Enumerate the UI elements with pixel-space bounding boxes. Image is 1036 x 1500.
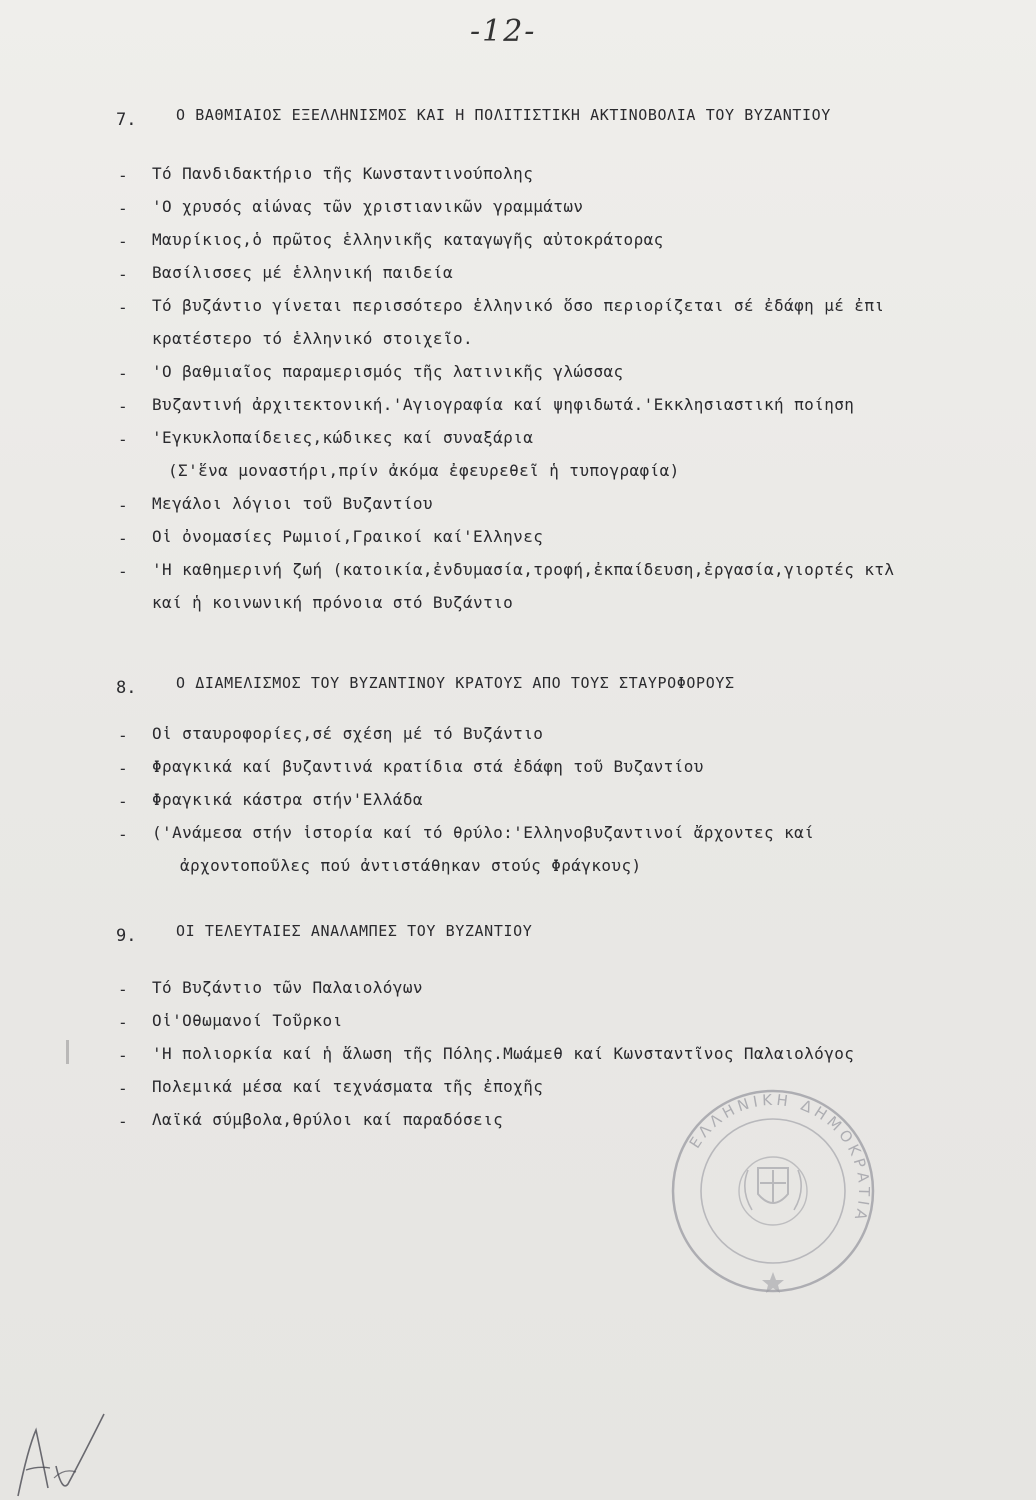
bullet-dash: - bbox=[118, 759, 128, 778]
section-number: 9. bbox=[116, 926, 137, 946]
list-item bbox=[0, 426, 1036, 459]
item-text: Τό Βυζάντιο τῶν Παλαιολόγων bbox=[152, 978, 423, 997]
item-text: 'Η καθημερινή ζωή (κατοικία,ἐνδυμασία,τροφή,ἐκπαίδευση,ἐργασία,γιορτές κτλ bbox=[152, 560, 895, 579]
item-text: Βυζαντινή ἀρχιτεκτονική.'Αγιογραφία καί ψηφιδωτά.'Εκκλησιαστική ποίηση bbox=[152, 395, 855, 414]
coat-of-arms-icon bbox=[745, 1168, 801, 1210]
bullet-dash: - bbox=[118, 166, 128, 185]
section-title: ΟΙ ΤΕΛΕΥΤΑΙΕΣ ΑΝΑΛΑΜΠΕΣ ΤΟΥ ΒΥΖΑΝΤΙΟΥ bbox=[176, 922, 533, 940]
item-text: Φραγκικά καί βυζαντινά κρατίδια στά ἐδάφη τοῦ Βυζαντίου bbox=[152, 757, 704, 776]
section-title: Ο ΔΙΑΜΕΛΙΣΜΟΣ ΤΟΥ ΒΥΖΑΝΤΙΝΟΥ ΚΡΑΤΟΥΣ ΑΠΟ ΤΟΥΣ ΣΤΑΥΡΟΦΟΡΟΥΣ bbox=[176, 674, 735, 692]
section-number: 8. bbox=[116, 678, 137, 698]
item-text: 'Η πολιορκία καί ἡ ἅλωση τῆς Πόλης.Μωάμεθ καί Κωνσταντῖνος Παλαιολόγος bbox=[152, 1044, 855, 1063]
list-item bbox=[0, 393, 1036, 426]
list-item bbox=[0, 525, 1036, 558]
section-number: 7. bbox=[116, 110, 137, 130]
item-text: κρατέστερο τό ἑλληνικό στοιχεῖο. bbox=[152, 329, 474, 348]
bullet-dash: - bbox=[118, 529, 128, 548]
section-items bbox=[0, 722, 1036, 887]
list-item-continuation bbox=[0, 459, 1036, 492]
section-8 bbox=[0, 672, 1036, 887]
item-text: Οἱ'Οθωμανοί Τοῦρκοι bbox=[152, 1011, 343, 1030]
item-text: Πολεμικά μέσα καί τεχνάσματα τῆς ἐποχῆς bbox=[152, 1077, 544, 1096]
bullet-dash: - bbox=[118, 1112, 128, 1131]
bullet-dash: - bbox=[118, 199, 128, 218]
section-7 bbox=[0, 104, 1036, 624]
seal-text: ΕΛΛΗΝΙΚΗ ΔΗΜΟΚΡΑΤΙΑ bbox=[685, 1090, 874, 1226]
bullet-dash: - bbox=[118, 232, 128, 251]
item-text: ('Ανάμεσα στήν ἱστορία καί τό θρύλο:'Ελληνοβυζαντινοί ἄρχοντες καί bbox=[152, 823, 815, 842]
list-item bbox=[0, 1108, 1036, 1141]
item-text: Τό Πανδιδακτήριο τῆς Κωνσταντινούπολης bbox=[152, 164, 534, 183]
list-item bbox=[0, 558, 1036, 591]
bullet-dash: - bbox=[118, 298, 128, 317]
list-item bbox=[0, 228, 1036, 261]
item-text: Μαυρίκιος,ὁ πρῶτος ἑλληνικῆς καταγωγῆς αὐτοκράτορας bbox=[152, 230, 664, 249]
list-item bbox=[0, 821, 1036, 854]
list-item bbox=[0, 1009, 1036, 1042]
list-item bbox=[0, 294, 1036, 327]
list-item bbox=[0, 976, 1036, 1009]
item-text: 'Ο βαθμιαῖος παραμερισμός τῆς λατινικῆς γλώσσας bbox=[152, 362, 624, 381]
bullet-dash: - bbox=[118, 1046, 128, 1065]
item-text: 'Εγκυκλοπαίδειες,κώδικες καί συναξάρια bbox=[152, 428, 534, 447]
list-item bbox=[0, 492, 1036, 525]
bullet-dash: - bbox=[118, 980, 128, 999]
bullet-dash: - bbox=[118, 265, 128, 284]
section-items bbox=[0, 162, 1036, 624]
bullet-dash: - bbox=[118, 364, 128, 383]
list-item bbox=[0, 755, 1036, 788]
list-item-continuation bbox=[0, 327, 1036, 360]
section-9 bbox=[0, 920, 1036, 1141]
bullet-dash: - bbox=[118, 397, 128, 416]
list-item-continuation bbox=[0, 854, 1036, 887]
bullet-dash: - bbox=[118, 825, 128, 844]
official-seal-stamp bbox=[668, 1086, 878, 1296]
scan-mark bbox=[66, 1040, 69, 1064]
section-items bbox=[0, 976, 1036, 1141]
item-text: καί ἡ κοινωνική πρόνοια στό Βυζάντιο bbox=[152, 593, 514, 612]
list-item bbox=[0, 788, 1036, 821]
bullet-dash: - bbox=[118, 562, 128, 581]
item-text: Φραγκικά κάστρα στήν'Ελλάδα bbox=[152, 790, 423, 809]
bullet-dash: - bbox=[118, 496, 128, 515]
bullet-dash: - bbox=[118, 1079, 128, 1098]
item-text: ἀρχοντοποῦλες πού ἀντιστάθηκαν στούς Φράγκους) bbox=[180, 856, 642, 875]
bullet-dash: - bbox=[118, 1013, 128, 1032]
page-number: -12- bbox=[470, 14, 537, 49]
list-item bbox=[0, 261, 1036, 294]
bullet-dash: - bbox=[118, 792, 128, 811]
svg-text:ΕΛΛΗΝΙΚΗ ΔΗΜΟΚΡΑΤΙΑ bbox=[686, 1091, 873, 1226]
list-item bbox=[0, 1075, 1036, 1108]
bullet-dash: - bbox=[118, 726, 128, 745]
item-text: Τό βυζάντιο γίνεται περισσότερο ἑλληνικό ὅσο περιορίζεται σέ ἐδάφη μέ ἐπι bbox=[152, 296, 885, 315]
item-text: Λαϊκά σύμβολα,θρύλοι καί παραδόσεις bbox=[152, 1110, 504, 1129]
list-item bbox=[0, 195, 1036, 228]
list-item bbox=[0, 360, 1036, 393]
list-item bbox=[0, 162, 1036, 195]
item-text: Οἱ σταυροφορίες,σέ σχέση μέ τό Βυζάντιο bbox=[152, 724, 544, 743]
handwritten-signature bbox=[6, 1408, 116, 1500]
item-text: Μεγάλοι λόγιοι τοῦ Βυζαντίου bbox=[152, 494, 433, 513]
list-item bbox=[0, 1042, 1036, 1075]
list-item bbox=[0, 722, 1036, 755]
bullet-dash: - bbox=[118, 430, 128, 449]
section-heading bbox=[0, 672, 1036, 706]
section-title: Ο ΒΑΘΜΙΑΙΟΣ ΕΞΕΛΛΗΝΙΣΜΟΣ ΚΑΙ Η ΠΟΛΙΤΙΣΤΙΚΗ ΑΚΤΙΝΟΒΟΛΙΑ ΤΟΥ ΒΥΖΑΝΤΙΟΥ bbox=[176, 106, 831, 124]
list-item-continuation bbox=[0, 591, 1036, 624]
item-text: 'Ο χρυσός αἰώνας τῶν χριστιανικῶν γραμμάτων bbox=[152, 197, 584, 216]
section-heading bbox=[0, 920, 1036, 954]
section-heading bbox=[0, 104, 1036, 138]
item-text: Οἱ ὀνομασίες Ρωμιοί,Γραικοί καί'Ελληνες bbox=[152, 527, 544, 546]
item-text: (Σ'ἕνα μοναστήρι,πρίν ἀκόμα ἐφευρεθεῖ ἡ τυπογραφία) bbox=[168, 461, 680, 480]
item-text: Βασίλισσες μέ ἑλληνική παιδεία bbox=[152, 263, 453, 282]
